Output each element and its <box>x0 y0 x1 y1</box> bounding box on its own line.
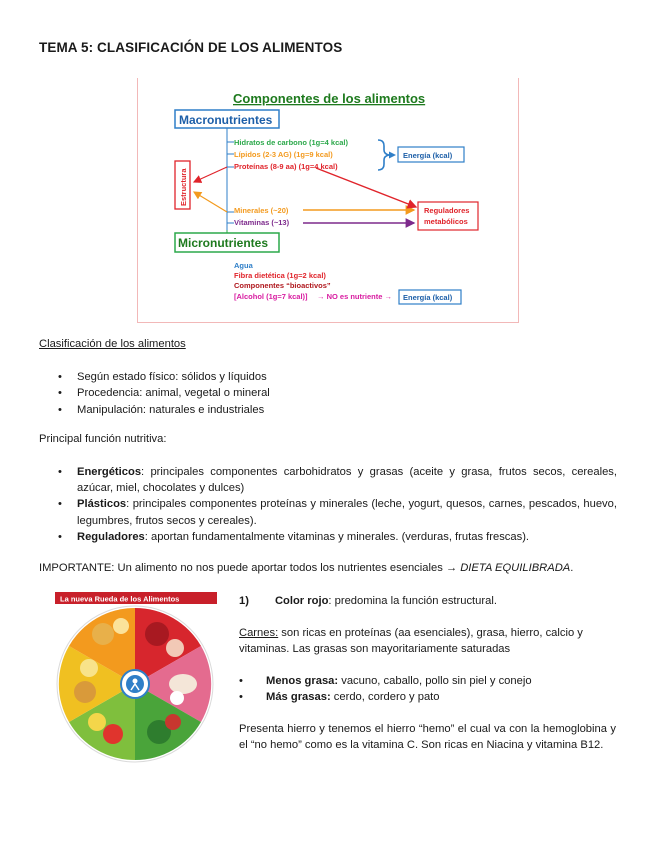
fibra-label: Fibra dietética (1g=2 kcal) <box>234 271 326 280</box>
food-wheel-image <box>55 592 217 764</box>
diagram-heading: Componentes de los alimentos <box>233 91 426 106</box>
hierro-paragraph: Presenta hierro y tenemos el hierro “hemo” el cual va con la hemoglobina y el “no hemo” como es la vitamina C. Son ricas en Niacina y vitamina B12. <box>239 723 616 751</box>
importante-note <box>39 562 573 574</box>
list-item: • Según estado físico: sólidos y líquidos <box>39 369 599 385</box>
section-heading: Clasificación de los alimentos <box>39 338 186 350</box>
energia-label-2: Energía (kcal) <box>403 293 453 302</box>
color-rojo-label: Color rojo <box>274 595 329 607</box>
nutrients-diagram <box>137 78 519 323</box>
list-item <box>39 464 617 496</box>
meat-label: Más grasas: <box>266 691 331 704</box>
food-wheel-svg <box>55 592 217 764</box>
criteria-list <box>39 369 599 418</box>
hidratos-label: Hidratos de carbono (1g=4 kcal) <box>234 138 348 147</box>
function-label: Energéticos <box>77 466 142 478</box>
vitaminas-label: Vitaminas (~13) <box>234 218 290 227</box>
list-item <box>239 673 616 689</box>
meat-text: cerdo, cordero y pato <box>330 691 440 704</box>
alcohol-label: [Alcohol (1g=7 kcal)] <box>234 292 308 301</box>
carnes-paragraph <box>239 625 616 657</box>
reguladores-label-1: Reguladores <box>424 206 470 215</box>
bioactivos-label: Componentes “bioactivos” <box>234 281 331 290</box>
importante-prefix: IMPORTANTE: Un alimento no nos puede aportar todos los nutrientes esenciales → <box>39 562 461 574</box>
macro-label: Macronutrientes <box>179 113 273 127</box>
proteinas-label: Proteínas (8-9 aa) (1g=4 kcal) <box>234 162 338 171</box>
page-title: TEMA 5: CLASIFICACIÓN DE LOS ALIMENTOS <box>39 40 343 55</box>
list-item: • Manipulación: naturales e industriales <box>39 402 599 418</box>
lipidos-label: Lípidos (2-3 AG) (1g=9 kcal) <box>234 150 333 159</box>
color-rojo-heading <box>239 593 616 609</box>
list-item <box>39 496 617 528</box>
list-item <box>239 689 616 705</box>
functions-list <box>39 464 617 545</box>
agua-label: Agua <box>234 261 253 270</box>
importante-suffix: . <box>570 562 574 574</box>
micro-label: Micronutrientes <box>178 236 269 250</box>
meat-label: Menos grasa: <box>266 675 339 687</box>
principal-funcion-heading: Principal función nutritiva: <box>39 433 167 445</box>
list-item: • Procedencia: animal, vegetal o mineral <box>39 385 599 401</box>
minerales-label: Minerales (~20) <box>234 206 289 215</box>
color-rojo-number: 1) <box>239 595 249 607</box>
function-label: Reguladores <box>77 530 145 543</box>
nutrients-diagram-svg <box>138 78 518 322</box>
meat-text: vacuno, caballo, pollo sin piel y conejo <box>338 675 532 687</box>
reguladores-label-2: metabólicos <box>424 217 468 226</box>
wheel-title: La nueva Rueda de los Alimentos <box>60 594 180 604</box>
energia-label: Energía (kcal) <box>403 151 453 160</box>
carnes-text: son ricas en proteínas (aa esenciales), grasa, hierro, calcio y vitaminas. Las grasas son mayoritariamente saturadas <box>239 627 583 655</box>
carnes-label: Carnes: <box>239 627 279 639</box>
function-label: Plásticos <box>77 498 127 511</box>
no-nutriente-label: → NO es nutriente → <box>317 292 393 301</box>
color-rojo-text: : predomina la función estructural. <box>328 595 497 607</box>
brace-icon <box>378 140 389 170</box>
list-item <box>39 529 617 545</box>
importante-emphasis: DIETA EQUILIBRADA <box>460 562 571 574</box>
function-text: : principales componentes proteínas y minerales (leche, yogurt, quesos, carnes, pescados, huevo, legumbres, frutos secos y cereales). <box>77 498 617 527</box>
meats-list <box>239 673 616 705</box>
function-text: : aportan fundamentalmente vitaminas y minerales. (verduras, frutas frescas). <box>144 530 530 543</box>
estructura-label: Estructura <box>179 168 188 206</box>
function-text: : principales componentes carbohidratos y grasas (aceite y grasa, frutos secos, cereales, azúcar, miel, chocolates y dulces) <box>77 466 617 495</box>
